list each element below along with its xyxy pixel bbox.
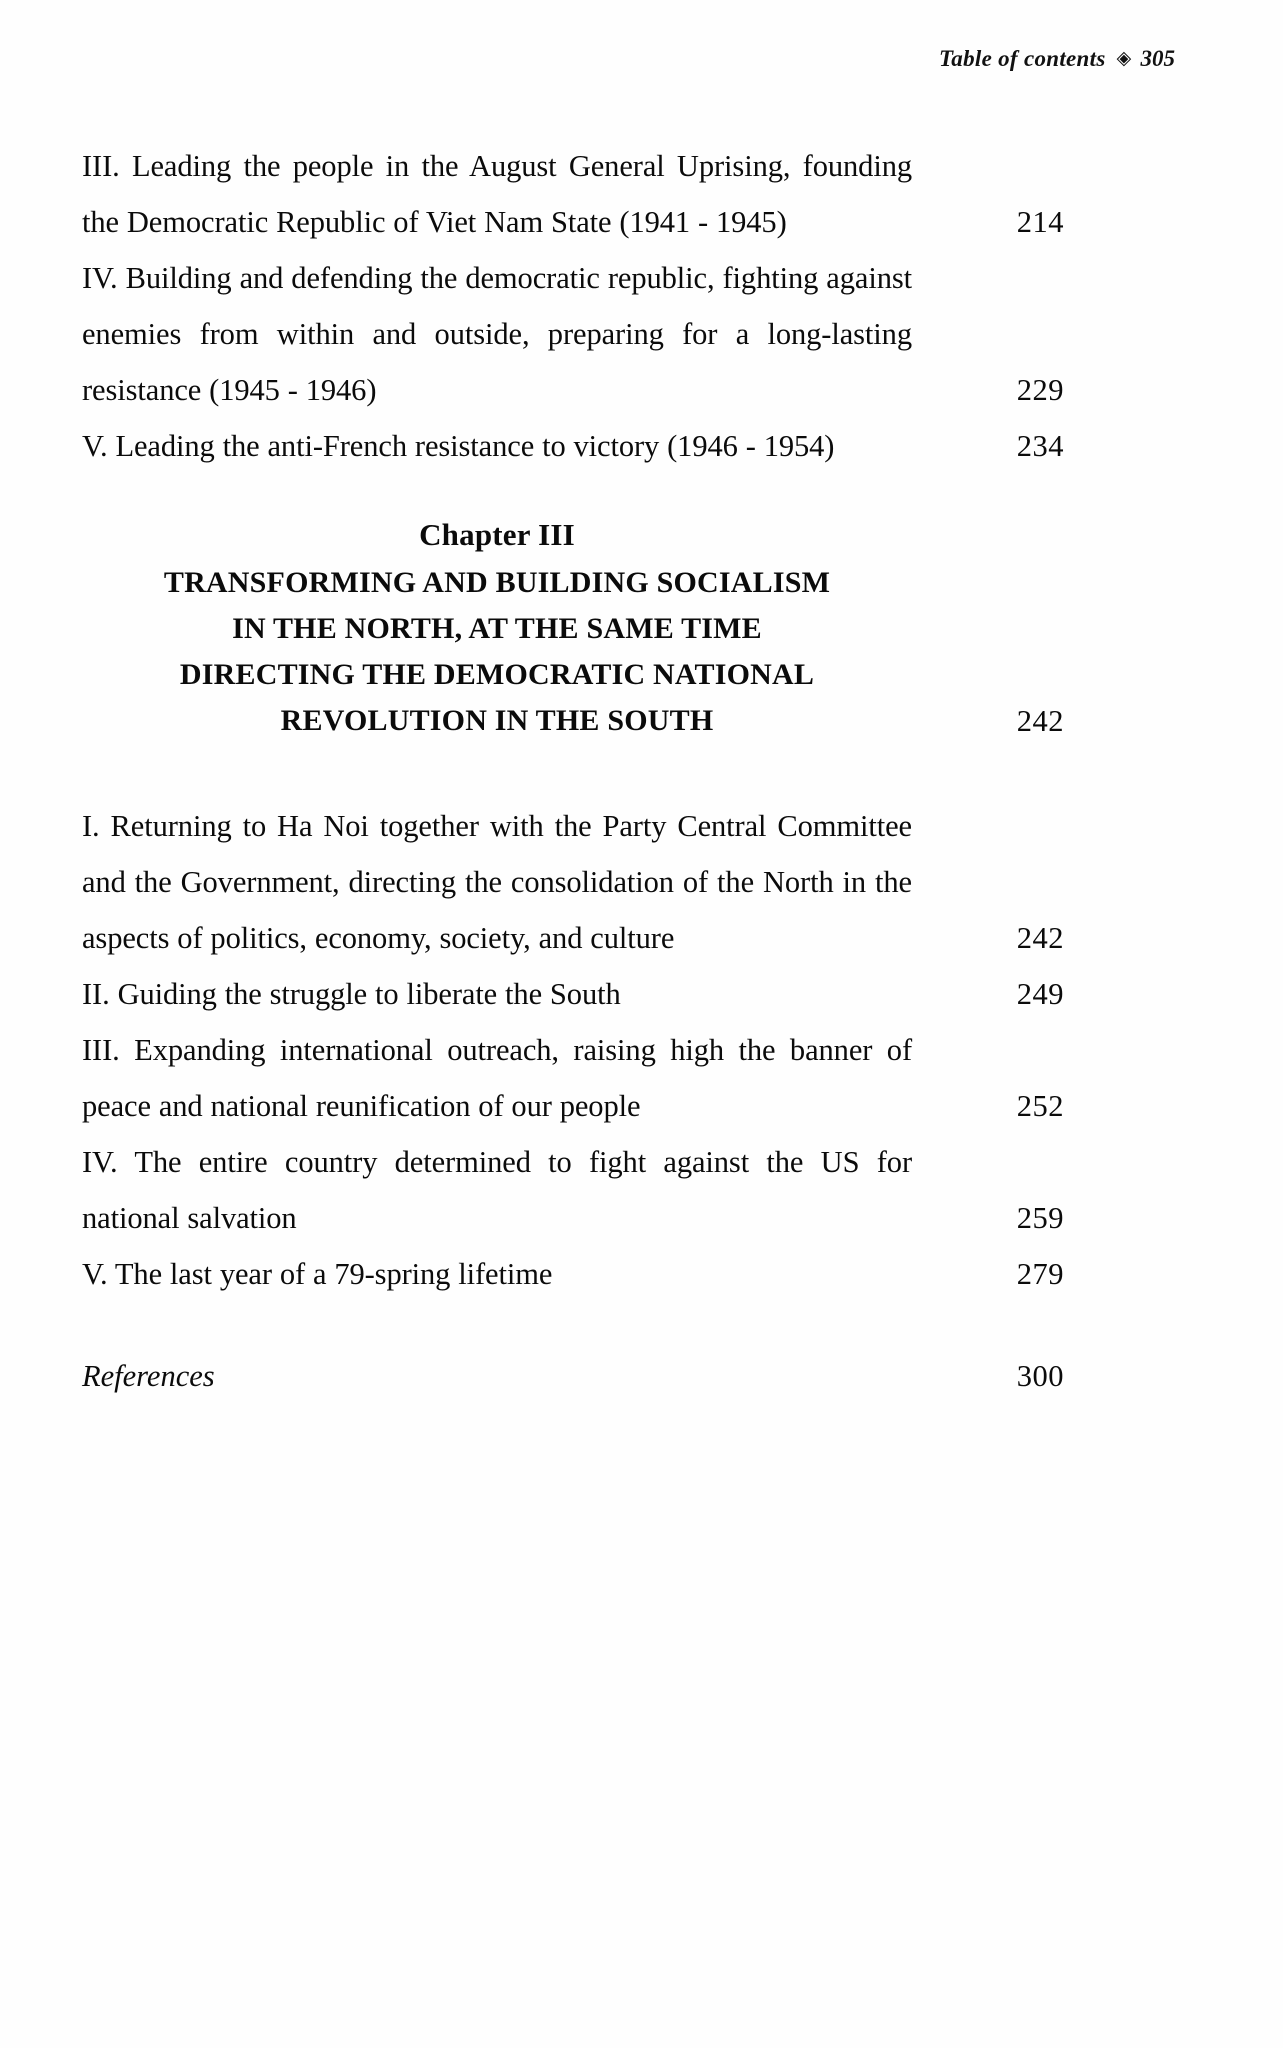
toc-entry-title: III. Expanding international outreach, raising high the banner of peace and national reunification of our people — [82, 1033, 912, 1123]
toc-entry-page: 259 — [1016, 1201, 1064, 1235]
table-of-contents — [82, 138, 1082, 1404]
toc-entry-title: V. The last year of a 79-spring lifetime — [82, 1257, 553, 1291]
toc-entry[interactable] — [82, 1134, 1082, 1246]
running-head-label: Table of contents — [939, 46, 1106, 71]
toc-entry-title: IV. The entire country determined to fight against the US for national salvation — [82, 1145, 912, 1235]
running-head — [0, 46, 1175, 72]
toc-entry-page: 249 — [1016, 977, 1064, 1011]
references-label: References — [82, 1359, 215, 1393]
chapter-title-line: DIRECTING THE DEMOCRATIC NATIONAL — [179, 658, 815, 691]
toc-entry[interactable] — [82, 966, 1082, 1022]
toc-entry-references[interactable] — [82, 1348, 1082, 1404]
chapter-label: Chapter III — [419, 517, 575, 552]
chapter-title-row — [82, 560, 1082, 744]
chapter-title-line: REVOLUTION IN THE SOUTH — [280, 704, 714, 737]
toc-entry-title: I. Returning to Ha Noi together with the Party Central Committee and the Government, directing the consolidation of the North in the aspects of politics, economy, society, and culture — [82, 809, 912, 955]
chapter-title — [82, 560, 912, 744]
toc-entry-page: 234 — [1016, 429, 1064, 463]
toc-entry[interactable] — [82, 1022, 1082, 1134]
spacer — [82, 774, 1082, 798]
toc-entry-page: 242 — [1016, 921, 1064, 955]
toc-entry-page: 279 — [1016, 1257, 1064, 1291]
toc-entry[interactable] — [82, 138, 1082, 250]
toc-entry[interactable] — [82, 1246, 1082, 1302]
toc-entry[interactable] — [82, 798, 1082, 966]
chapter-title-line: IN THE NORTH, AT THE SAME TIME — [232, 612, 762, 645]
toc-entry-page: 252 — [1016, 1089, 1064, 1123]
toc-entry-page: 214 — [1016, 205, 1064, 239]
toc-entry-title: IV. Building and defending the democratic republic, fighting against enemies from within and outside, preparing for a long-lasting resistance (1945 - 1946) — [82, 261, 912, 407]
toc-entry-page: 229 — [1016, 373, 1064, 407]
toc-entry[interactable] — [82, 418, 1082, 474]
diamond-ornament-icon: ◈ — [1116, 48, 1132, 69]
chapter-title-line: TRANSFORMING AND BUILDING SOCIALISM — [163, 566, 831, 599]
toc-entry-title: III. Leading the people in the August General Uprising, founding the Democratic Republic of Viet Nam State (1941 - 1945) — [82, 149, 912, 239]
chapter-page-number: 242 — [1016, 704, 1064, 738]
references-page-number: 300 — [1016, 1359, 1064, 1393]
running-head-page-number: 305 — [1140, 46, 1175, 71]
toc-entry-title: II. Guiding the struggle to liberate the South — [82, 977, 621, 1011]
toc-entry[interactable] — [82, 250, 1082, 418]
toc-entry-title: V. Leading the anti-French resistance to victory (1946 - 1954) — [82, 429, 835, 463]
chapter-heading[interactable] — [82, 510, 1082, 744]
